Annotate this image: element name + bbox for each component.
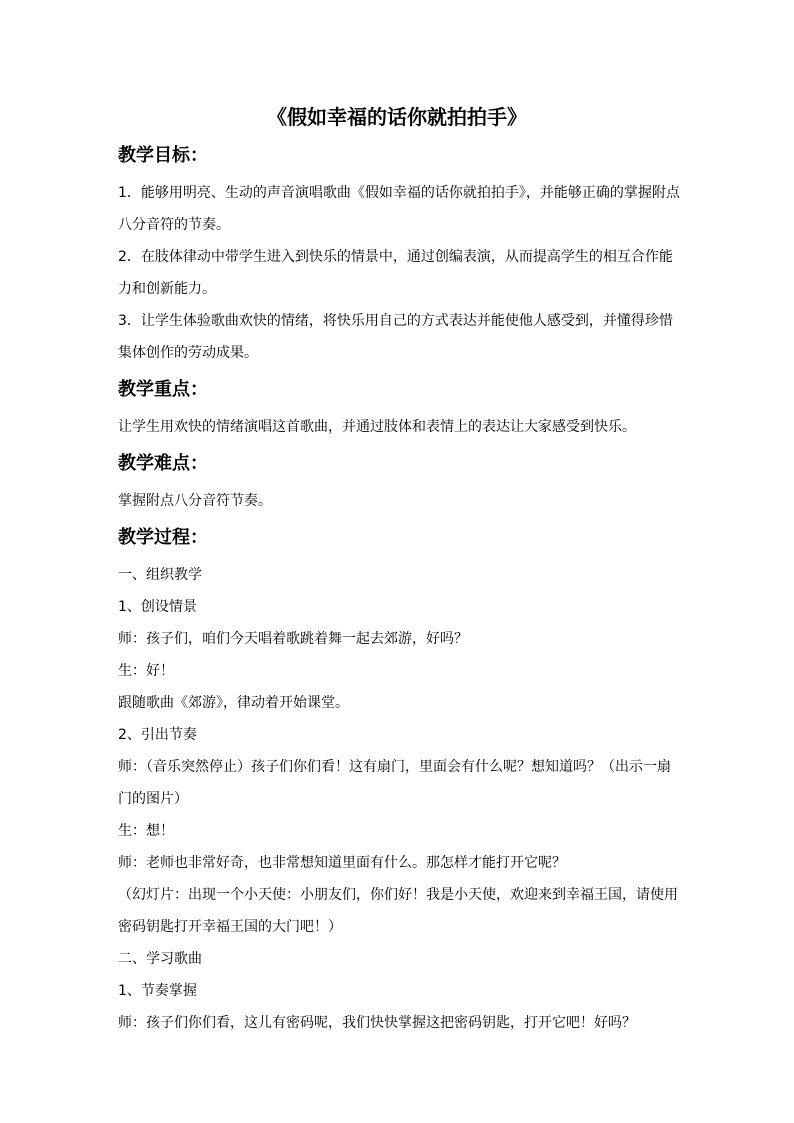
process-line: 一、组织教学 bbox=[118, 567, 202, 583]
process-line: （幻灯片：出现一个小天使：小朋友们，你们好！我是小天使，欢迎来到幸福王国，请使用密码钥匙打开幸福王国的大门吧！） bbox=[118, 887, 678, 935]
process-line: 跟随歌曲《郊游》，律动着开始课堂。 bbox=[118, 695, 349, 711]
section-process bbox=[118, 525, 680, 1039]
process-line: 师：（音乐突然停止）孩子们你们看！这有扇门，里面会有什么呢？想知道吗？（出示一扇门的图片） bbox=[118, 759, 671, 807]
section-key-points bbox=[118, 377, 680, 443]
process-line: 1、节奏掌握 bbox=[118, 983, 197, 999]
section-heading-process: 教学过程： bbox=[118, 527, 208, 548]
process-line: 师：孩子们你们看，这儿有密码呢，我们快快掌握这把密码钥匙，打开它吧！好吗？ bbox=[118, 1015, 636, 1031]
process-line: 师：老师也非常好奇，也非常想知道里面有什么。那怎样才能打开它呢？ bbox=[118, 855, 566, 871]
objective-item-2: 2．在肢体律动中带学生进入到快乐的情景中，通过创编表演，从而提高学生的相互合作能力和创新能力。 bbox=[118, 249, 673, 297]
process-line: 师：孩子们，咱们今天唱着歌跳着舞一起去郊游，好吗？ bbox=[118, 631, 468, 647]
difficulties-text: 掌握附点八分音符节奏。 bbox=[118, 493, 272, 509]
process-line: 二、学习歌曲 bbox=[118, 951, 202, 967]
section-objectives bbox=[118, 143, 680, 369]
process-line: 1、创设情景 bbox=[118, 599, 197, 615]
objective-item-1: 1．能够用明亮、生动的声音演唱歌曲《假如幸福的话你就拍拍手》，并能够正确的掌握附点八分音符的节奏。 bbox=[118, 185, 680, 233]
objective-item-3: 3．让学生体验歌曲欢快的情绪，将快乐用自己的方式表达并能使他人感受到，并懂得珍惜集体创作的劳动成果。 bbox=[118, 313, 673, 361]
section-heading-objectives: 教学目标： bbox=[118, 145, 208, 166]
document-body bbox=[118, 143, 680, 1039]
section-difficulties bbox=[118, 451, 680, 517]
document-title: 《假如幸福的话你就拍拍手》 bbox=[267, 105, 527, 129]
section-heading-difficulties: 教学难点： bbox=[118, 453, 208, 474]
process-line: 生：好！ bbox=[118, 663, 174, 679]
process-line: 生：想！ bbox=[118, 823, 174, 839]
section-heading-key-points: 教学重点： bbox=[118, 379, 208, 400]
key-points-text: 让学生用欢快的情绪演唱这首歌曲，并通过肢体和表情上的表达让大家感受到快乐。 bbox=[118, 419, 636, 435]
process-line: 2、引出节奏 bbox=[118, 727, 197, 743]
